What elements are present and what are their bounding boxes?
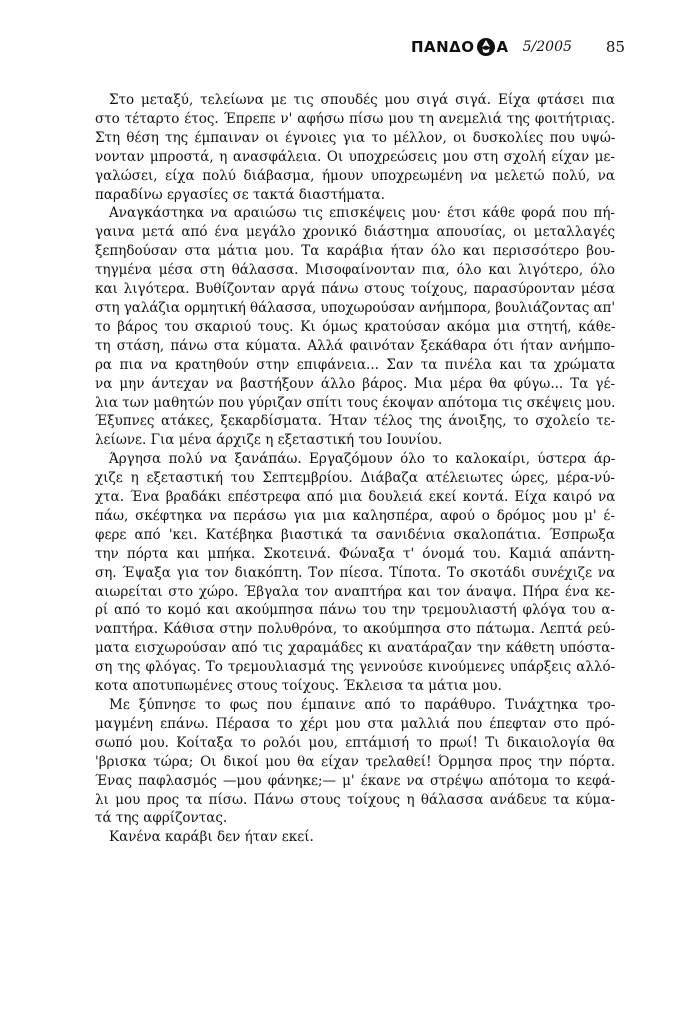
paragraph — [95, 204, 615, 450]
text-line: κοτα αποτυπωμένες στους τοίχους. Έκλεισα τα μάτια μου. — [95, 678, 502, 695]
text-line: Με ξύπνησε το φως που έμπαινε από το παράθυρο. Τινάχτηκα τρο- — [109, 697, 616, 713]
text-line: Άργησα πολύ να ξανάπάω. Εργαζόμουν όλο το καλοκαίρι, ύστερα άρ- — [109, 451, 616, 468]
text-line: ναπτήρα. Κάθισα στην πολυθρόνα, το ακούμπησα στο πάτωμα. Λεπτά ρεύ- — [95, 621, 616, 638]
text-line: λι μου προς τα πίσω. Πάνω στους τοίχους η θάλασσα ανάδευε τα κύμα- — [95, 791, 615, 808]
body-text — [95, 91, 615, 847]
text-line: χιζε η εξεταστική του Σεπτεμβρίου. Διάβαζα ατέλειωτες ώρες, μέρα-νύ- — [95, 470, 615, 487]
text-line: Στο μεταξύ, τελείωνα με τις σπουδές μου σιγά σιγά. Είχα φτάσει πια — [109, 92, 615, 108]
text-line: και λιγότερα. Βυθίζονταν αργά πάνω στους τοίχους, παρασύρονταν μέσα — [95, 281, 615, 298]
text-line: γαινα μετά από ένα μεγάλο χρονικό διάστημα απουσίας, οι μεταλλαγές — [95, 224, 615, 241]
text-line: 'βρισκα τώρα; Οι δικοί μου θα είχαν τρελαθεί! Όρμησα προς την πόρτα. — [95, 753, 615, 770]
text-line: αιωρείται στο χώρο. Έβγαλα τον αναπτήρα και τον άναψα. Πήρα ένα κε- — [95, 583, 615, 600]
text-line: στο τέταρτο έτος. Έπρεπε ν' αφήσω πίσω μου τη ανεμελιά της φοιτήτριας. — [95, 110, 615, 127]
text-line: ξεπηδούσαν στα μάτια μου. Τα καράβια ήταν όλο και περισσότερο βου- — [95, 243, 615, 260]
text-line: τη στάση, πάνω στα κύματα. Αλλά φαινόταν ξεκάθαρα ότι ήταν ανήμπο- — [95, 337, 616, 354]
text-line: φερε από 'κει. Κατέβηκα βιαστικά τα σανιδένια σκαλοπάτια. Έσπρωξα — [95, 526, 615, 543]
text-line: γαλώσει, είχα πολύ διάβασμα, ήμουν υποχρεωμένη να μελετώ πολύ, να — [95, 167, 615, 184]
text-line: λια των μαθητών που γύριζαν σπίτι τους έκοψαν απότομα τις σκέψεις μου. — [95, 394, 616, 411]
paragraph — [95, 828, 615, 847]
text-line: Ένας παφλασμός —μου φάνηκε;— μ' έκανε να στρέψω απότομα το κεφά- — [95, 772, 616, 789]
running-header — [411, 36, 625, 58]
issue-number: 5/2005 — [522, 39, 572, 55]
text-line: τά της αφρίζοντας. — [95, 810, 228, 827]
journal-brand — [411, 37, 509, 57]
brand-text-right: Α — [496, 38, 509, 56]
text-line: να μην άντεχαν να βαστήξουν άλλο βάρος. Μια μέρα θα φύγω... Τα γέ- — [95, 375, 616, 392]
logo-emblem-icon — [476, 37, 496, 57]
text-line: ρί από το κομό και ακούμπησα πάνω του την τρεμουλιαστή φλόγα του α- — [95, 602, 615, 619]
paragraph — [95, 696, 615, 828]
text-line: το βάρος του σκαριού τους. Κι όμως κρατούσαν ακόμα μια στητή, κάθε- — [95, 318, 616, 335]
text-line: Έξυπνες ατάκες, ξεκαρδίσματα. Ήταν τέλος της άνοιξης, το σχολείο τε- — [95, 413, 616, 430]
text-line: λείωνε. Για μένα άρχιζε η εξεταστική του Ιουνίου. — [95, 432, 443, 449]
text-line: Αναγκάστηκα να αραιώσω τις επισκέψεις μου· έτσι κάθε φορά που πή- — [109, 205, 615, 222]
text-line: νονταν μπροστά, η ανασφάλεια. Οι υποχρεώσεις μου στη σχολή είχαν με- — [95, 148, 615, 165]
text-line: ση της φλόγας. Το τρεμουλιασμά της γεννούσε κινούμενες υπάρξεις αλλό- — [95, 659, 616, 676]
text-line: τηγμένα μέσα στη θάλασσα. Μισοφαίνονταν πια, όλο και λιγότερο, όλο — [95, 262, 615, 279]
text-line: ση. Έψαξα για τον διακόπτη. Τον πίεσα. Τίποτα. Το σκοτάδι συνέχιζε να — [95, 564, 616, 581]
text-line: πάω, σκέφτηκα να περάσω για μια καλησπέρα, αφού ο δρόμος μου μ' έ- — [95, 507, 615, 524]
text-line: την πόρτα και μπήκα. Σκοτεινά. Φώναξα τ' όνομά του. Καμιά απάντη- — [95, 545, 615, 562]
paragraph — [95, 91, 615, 204]
text-line: παραδίνω εργασίες σε τακτά διαστήματα. — [95, 186, 385, 203]
paragraph — [95, 450, 615, 696]
text-line: Κανένα καράβι δεν ήταν εκεί. — [109, 829, 314, 846]
page-number: 85 — [605, 38, 625, 56]
brand-text-left: ΠΑΝΔΟ — [410, 38, 475, 56]
text-line: Στη θέση της έμπαιναν οι έγνοιες για το μέλλον, οι δυσκολίες που υψώ- — [95, 129, 616, 146]
text-line: ρα πια να κρατηθούν στην επιφάνεια... Σαν τα πινέλα και τα χρώματα — [95, 356, 616, 373]
text-line: χτα. Ένα βραδάκι επέστρεφα από μια δουλειά εκεί κοντά. Είχα καιρό να — [95, 489, 616, 506]
text-line: ματα εισχωρούσαν από τις χαραμάδες κι ανατάραζαν την κάθετη υπόστα- — [95, 640, 615, 657]
text-line: σωπό μου. Κοίταξα το ρολόι μου, επτάμισή το πρωί! Τι δικαιολογία θα — [95, 734, 615, 751]
text-line: μαγμένη επάνω. Πέρασα το χέρι μου στα μαλλιά που έπεφταν στο πρό- — [95, 715, 615, 732]
text-line: στη γαλάζια ορμητική θάλασσα, υποχωρούσαν ανήμπορα, βουλιάζοντας απ' — [95, 299, 615, 316]
